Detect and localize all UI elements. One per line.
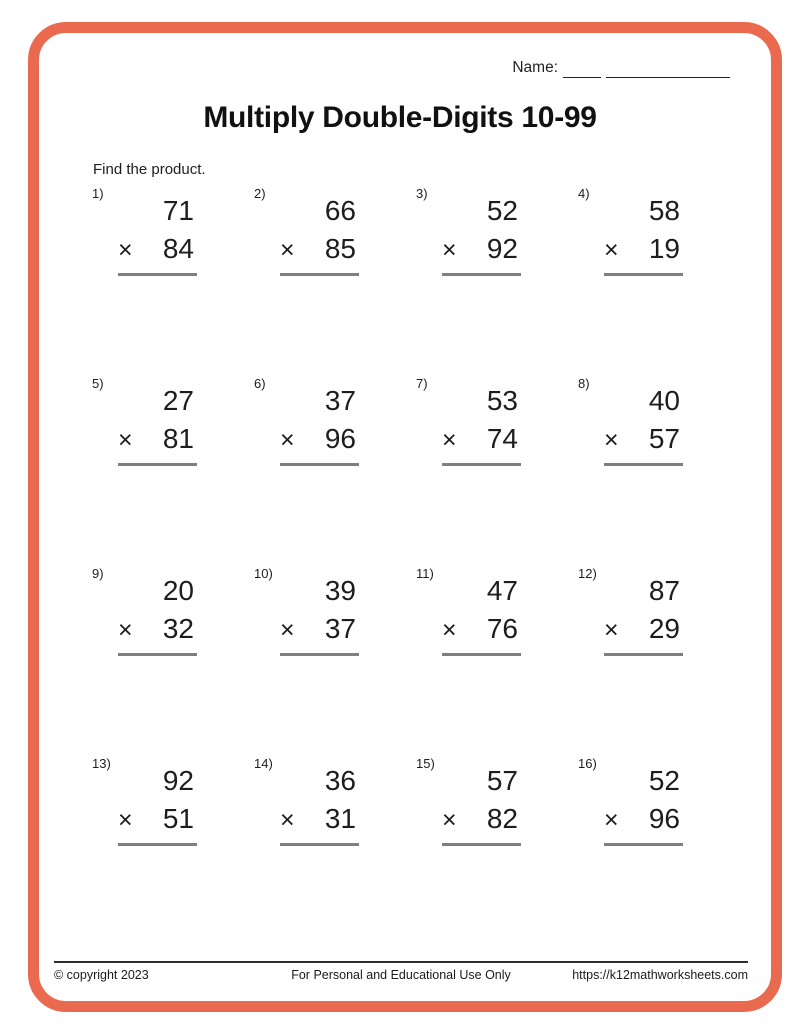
bottom-row [604,610,683,649]
bottom-row [280,800,359,839]
multiply-symbol: × [280,616,295,644]
bottom-operand: 29 [648,613,680,644]
answer-line [442,843,521,846]
multiply-symbol: × [280,426,295,454]
bottom-operand: 92 [486,233,518,264]
problem-body [280,192,359,276]
bottom-row [604,230,683,269]
problem-number: 12) [578,566,597,581]
bottom-operand: 81 [162,423,194,454]
page-title: Multiply Double-Digits 10-99 [203,101,597,134]
problem-body [118,572,197,656]
problem [92,374,254,564]
problem [416,184,578,374]
bottom-operand: 96 [324,423,356,454]
problem [416,374,578,564]
answer-line [280,843,359,846]
bottom-row [280,610,359,649]
problem-body [604,572,683,656]
bottom-row [442,800,521,839]
problem-body [442,192,521,276]
top-operand: 52 [648,765,680,796]
multiply-symbol: × [280,236,295,264]
multiply-symbol: × [442,806,457,834]
bottom-operand: 19 [648,233,680,264]
problem-number: 5) [92,376,104,391]
name-blank-line-long [606,60,730,78]
problem-number: 11) [416,566,434,581]
top-operand: 39 [324,575,356,606]
answer-line [118,843,197,846]
bottom-operand: 37 [324,613,356,644]
answer-line [118,273,197,276]
problem-number: 14) [254,756,273,771]
bottom-row [442,610,521,649]
problem-body [118,192,197,276]
problem [578,754,740,944]
top-operand: 27 [162,385,194,416]
top-operand: 58 [648,195,680,226]
bottom-row [604,800,683,839]
answer-line [604,843,683,846]
answer-line [118,653,197,656]
multiply-symbol: × [118,616,133,644]
problem-number: 7) [416,376,428,391]
answer-line [604,653,683,656]
top-operand: 71 [162,195,194,226]
answer-line [604,273,683,276]
multiply-symbol: × [118,806,133,834]
top-operand: 57 [486,765,518,796]
name-blank-line-short [563,60,601,78]
multiply-symbol: × [604,426,619,454]
problems-grid [92,184,740,944]
answer-line [280,653,359,656]
footer-usage: For Personal and Educational Use Only [291,968,511,982]
problem-body [118,762,197,846]
top-operand: 66 [324,195,356,226]
problem-number: 8) [578,376,590,391]
problem-number: 13) [92,756,111,771]
answer-line [118,463,197,466]
bottom-row [604,420,683,459]
problem-body [604,762,683,846]
name-label: Name: [512,59,558,76]
problem-number: 1) [92,186,104,201]
problem-body [280,382,359,466]
multiply-symbol: × [442,616,457,644]
bottom-row [280,420,359,459]
problem-body [280,572,359,656]
bottom-operand: 31 [324,803,356,834]
top-operand: 47 [486,575,518,606]
answer-line [442,653,521,656]
problem-number: 10) [254,566,273,581]
multiply-symbol: × [604,806,619,834]
multiply-symbol: × [118,236,133,264]
bottom-row [118,610,197,649]
problem [578,184,740,374]
top-operand: 36 [324,765,356,796]
problem [92,754,254,944]
bottom-row [118,230,197,269]
name-row [512,59,730,78]
problem-body [442,762,521,846]
bottom-operand: 57 [648,423,680,454]
instructions-text: Find the product. [93,161,206,178]
footer-url: https://k12mathworksheets.com [572,968,748,982]
top-operand: 53 [486,385,518,416]
top-operand: 92 [162,765,194,796]
answer-line [442,273,521,276]
answer-line [280,463,359,466]
footer-copyright: © copyright 2023 [54,968,149,982]
problem-body [604,192,683,276]
bottom-row [280,230,359,269]
bottom-operand: 74 [486,423,518,454]
problem-number: 15) [416,756,435,771]
answer-line [604,463,683,466]
top-operand: 40 [648,385,680,416]
bottom-row [442,230,521,269]
multiply-symbol: × [442,426,457,454]
problem [92,184,254,374]
bottom-row [118,420,197,459]
top-operand: 87 [648,575,680,606]
bottom-operand: 32 [162,613,194,644]
top-operand: 20 [162,575,194,606]
problem-number: 16) [578,756,597,771]
bottom-operand: 84 [162,233,194,264]
problem [254,374,416,564]
problem-body [280,762,359,846]
problem [254,184,416,374]
bottom-operand: 82 [486,803,518,834]
top-operand: 52 [486,195,518,226]
problem-body [118,382,197,466]
problem-body [442,382,521,466]
problem [254,754,416,944]
problem [578,564,740,754]
multiply-symbol: × [604,236,619,264]
problem [254,564,416,754]
problem-number: 2) [254,186,266,201]
problem [578,374,740,564]
problem [416,564,578,754]
multiply-symbol: × [118,426,133,454]
bottom-operand: 76 [486,613,518,644]
bottom-operand: 85 [324,233,356,264]
multiply-symbol: × [604,616,619,644]
top-operand: 37 [324,385,356,416]
problem [92,564,254,754]
problem-body [604,382,683,466]
problem [416,754,578,944]
problem-number: 9) [92,566,104,581]
multiply-symbol: × [280,806,295,834]
problem-body [442,572,521,656]
problem-number: 3) [416,186,428,201]
bottom-row [442,420,521,459]
bottom-row [118,800,197,839]
multiply-symbol: × [442,236,457,264]
bottom-operand: 51 [162,803,194,834]
bottom-operand: 96 [648,803,680,834]
problem-number: 6) [254,376,266,391]
answer-line [442,463,521,466]
problem-number: 4) [578,186,590,201]
answer-line [280,273,359,276]
page-footer [54,961,748,982]
